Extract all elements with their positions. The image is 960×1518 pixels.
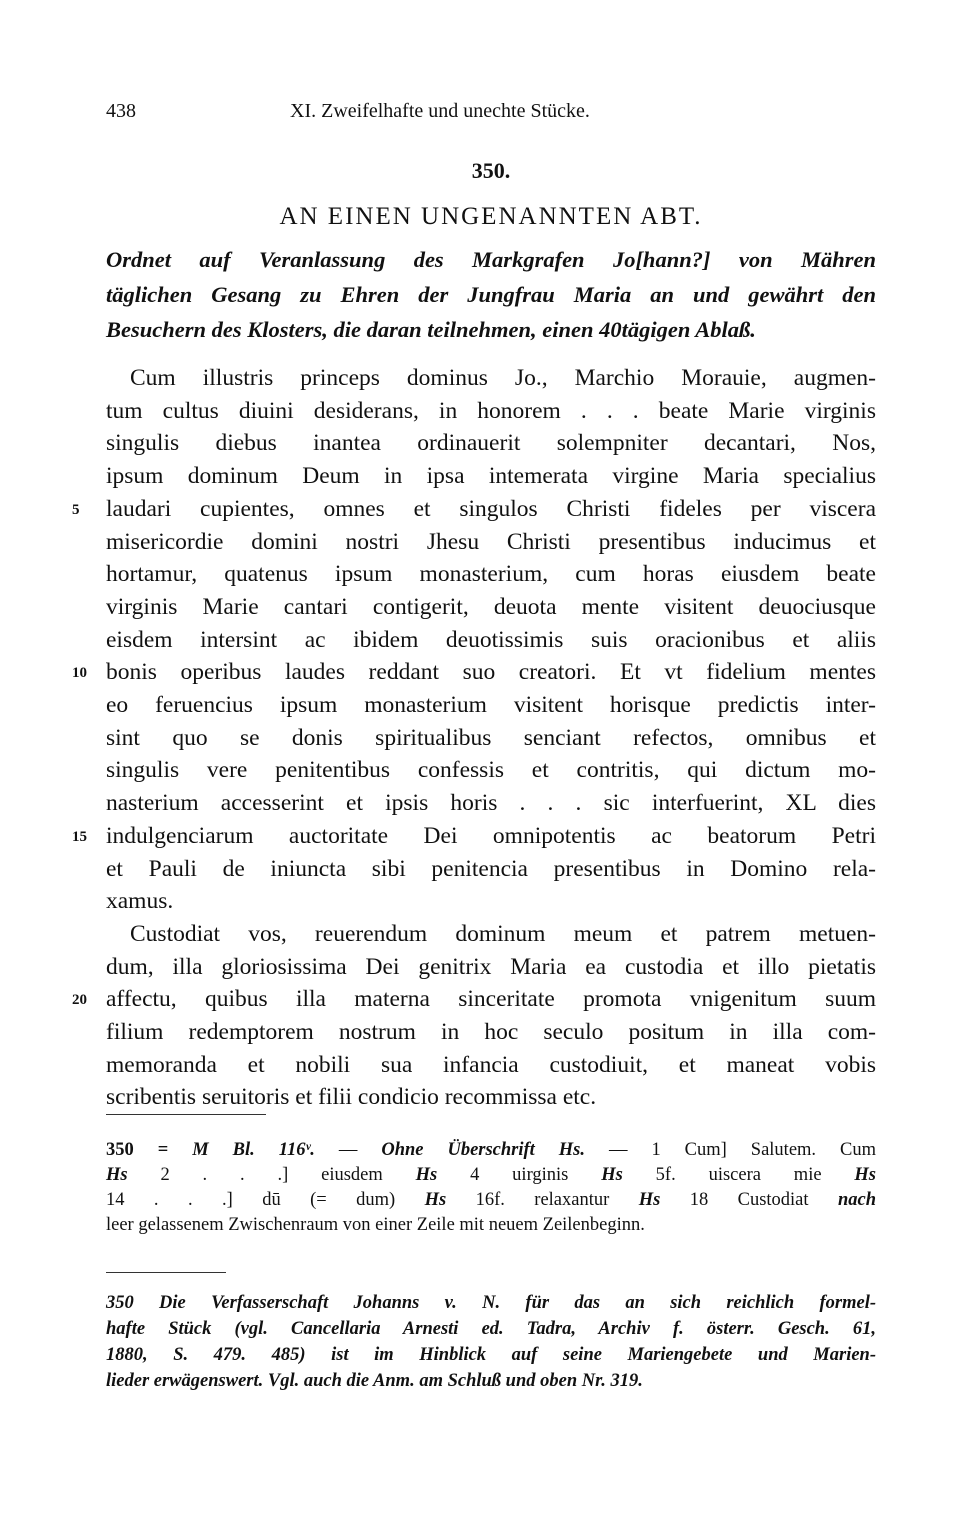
apparatus-line: leer gelassenem Zwischenraum von einer Zeile mit neuem Zeilenbeginn. xyxy=(106,1215,645,1235)
text-line xyxy=(72,820,876,853)
text-line-content: memoranda et nobili sua infancia custodiuit, et maneat vobis xyxy=(106,1051,876,1078)
text-line xyxy=(106,624,876,657)
critical-apparatus xyxy=(106,1138,876,1238)
apparatus-line xyxy=(106,1188,876,1213)
text-line-content: misericordie domini nostri Jhesu Christi presentibus inducimus et xyxy=(106,528,876,555)
apparatus-line xyxy=(106,1163,876,1188)
line-number: 15 xyxy=(72,828,87,845)
apparatus-segment: nach xyxy=(837,1190,876,1210)
text-line xyxy=(106,754,876,787)
note-line: 1880, S. 479. 485) ist im Hinblick auf seine Mariengebete und Marien- xyxy=(106,1345,876,1365)
text-line xyxy=(106,918,876,951)
apparatus-segment: Hs xyxy=(424,1190,447,1210)
text-line xyxy=(106,1081,876,1114)
text-line-content: et Pauli de iniuncta sibi penitencia presentibus in Domino rela- xyxy=(106,855,876,882)
text-line-content: eo feruencius ipsum monasterium visitent horisque predictis inter- xyxy=(106,692,876,719)
apparatus-segment: Ohne Überschrift Hs. xyxy=(381,1140,586,1160)
text-line xyxy=(106,1049,876,1082)
note-line: lieder erwägenswert. Vgl. auch die Anm. am Schluß und oben Nr. 319. xyxy=(106,1371,643,1391)
text-line xyxy=(72,983,876,1016)
line-number: 5 xyxy=(72,501,80,518)
text-line xyxy=(106,853,876,886)
apparatus-segment: 16f. relaxantur xyxy=(446,1190,639,1210)
running-title: XI. Zweifelhafte und unechte Stücke. xyxy=(290,100,590,122)
text-line-content: dum, illa gloriosissima Dei genitrix Maria ea custodia et illo pietatis xyxy=(106,953,876,980)
line-number: 20 xyxy=(72,992,87,1009)
line-number: 10 xyxy=(72,665,87,682)
apparatus-segment: 4 uirginis xyxy=(437,1165,602,1185)
note-line: 350 Die Verfasserschaft Johanns v. N. für das an sich reichlich formel- xyxy=(106,1293,876,1313)
text-line-content: xamus. xyxy=(106,888,174,915)
regest xyxy=(106,242,876,347)
text-line xyxy=(106,362,876,395)
text-line-content: hortamur, quatenus ipsum monasterium, cum horas eiusdem beate xyxy=(106,561,876,588)
regest-line: Besuchern des Klosters, die daran teilnehmen, einen 40tägigen Ablaß. xyxy=(106,317,756,342)
text-line xyxy=(106,526,876,559)
apparatus-segment: 14 . . .] dū (= dum) xyxy=(106,1190,425,1210)
document-number: 350. xyxy=(471,158,511,183)
divider-rule xyxy=(106,1114,266,1115)
apparatus-segment: — xyxy=(314,1140,382,1160)
text-line xyxy=(106,1016,876,1049)
regest-line: täglichen Gesang zu Ehren der Jungfrau Maria an und gewährt den xyxy=(106,282,876,307)
text-line xyxy=(106,787,876,820)
editorial-note xyxy=(106,1290,876,1394)
apparatus-segment: 350 = xyxy=(106,1140,193,1160)
text-line-content: nasterium accesserint et ipsis horis . . . sic interfuerint, XL dies xyxy=(106,790,876,817)
text-line-content: filium redemptorem nostrum in hoc seculo positum in illa com- xyxy=(106,1019,876,1046)
running-head xyxy=(106,100,876,130)
text-line-content: eisdem intersint ac ibidem deuotissimis suis oracionibus et aliis xyxy=(106,626,876,653)
apparatus-segment: Hs xyxy=(638,1190,661,1210)
text-line xyxy=(106,591,876,624)
text-line-content: scribentis seruitoris et filii condicio recommissa etc. xyxy=(106,1084,597,1111)
apparatus-segment: — 1 Cum] Salutem. Cum xyxy=(585,1140,876,1160)
divider-rule xyxy=(106,1272,226,1273)
apparatus-segment: 18 Custodiat xyxy=(660,1190,838,1210)
text-line-content: bonis operibus laudes reddant suo creatori. Et vt fidelium mentes xyxy=(106,659,876,686)
text-line-content: singulis vere penitentibus confessis et contritis, qui dictum mo- xyxy=(106,757,876,784)
apparatus-segment: Hs xyxy=(601,1165,623,1185)
apparatus-segment: Hs xyxy=(415,1165,438,1185)
page-number: 438 xyxy=(106,100,136,122)
text-line-content: Custodiat vos, reuerendum dominum meum et patrem metuen- xyxy=(130,920,876,947)
text-line xyxy=(106,395,876,428)
text-line xyxy=(106,885,876,918)
apparatus-line xyxy=(106,1138,876,1163)
document-title: AN EINEN UNGENANNTEN ABT. xyxy=(279,203,703,230)
text-line-content: virginis Marie cantari contigerit, deuota mente visitent deuociusque xyxy=(106,593,876,620)
text-line-content: indulgenciarum auctoritate Dei omnipotentis ac beatorum Petri xyxy=(106,822,876,849)
text-line xyxy=(106,951,876,984)
text-line xyxy=(106,460,876,493)
text-line-content: sint quo se donis spiritualibus senciant refectos, omnibus et xyxy=(106,724,876,751)
apparatus-segment: M Bl. 116ᵛ. xyxy=(192,1140,315,1160)
text-line xyxy=(106,689,876,722)
text-line xyxy=(72,656,876,689)
text-line-content: affectu, quibus illa materna sinceritate promota vnigenitum suum xyxy=(106,986,876,1013)
apparatus-segment: 5f. uiscera mie xyxy=(622,1165,855,1185)
text-line-content: singulis diebus inantea ordinauerit solempniter decantari, Nos, xyxy=(106,430,876,457)
text-line xyxy=(106,722,876,755)
text-line-content: Cum illustris princeps dominus Jo., Marchio Morauie, augmen- xyxy=(130,365,876,391)
document-text xyxy=(72,362,876,1114)
apparatus-segment: Hs xyxy=(854,1165,876,1185)
regest-line: Ordnet auf Veranlassung des Markgrafen Jo[hann?] von Mähren xyxy=(106,247,876,272)
text-line xyxy=(72,493,876,526)
apparatus-segment: 2 . . .] eiusdem xyxy=(127,1165,416,1185)
text-line xyxy=(106,427,876,460)
text-line-content: tum cultus diuini desiderans, in honorem . . . beate Marie virginis xyxy=(106,397,876,424)
apparatus-segment: Hs xyxy=(106,1165,128,1185)
text-line xyxy=(106,558,876,591)
note-line: hafte Stück (vgl. Cancellaria Arnesti ed. Tadra, Archiv f. österr. Gesch. 61, xyxy=(106,1319,876,1339)
text-line-content: ipsum dominum Deum in ipsa intemerata virgine Maria specialius xyxy=(106,463,876,490)
text-line-content: laudari cupientes, omnes et singulos Christi fideles per viscera xyxy=(106,495,876,522)
